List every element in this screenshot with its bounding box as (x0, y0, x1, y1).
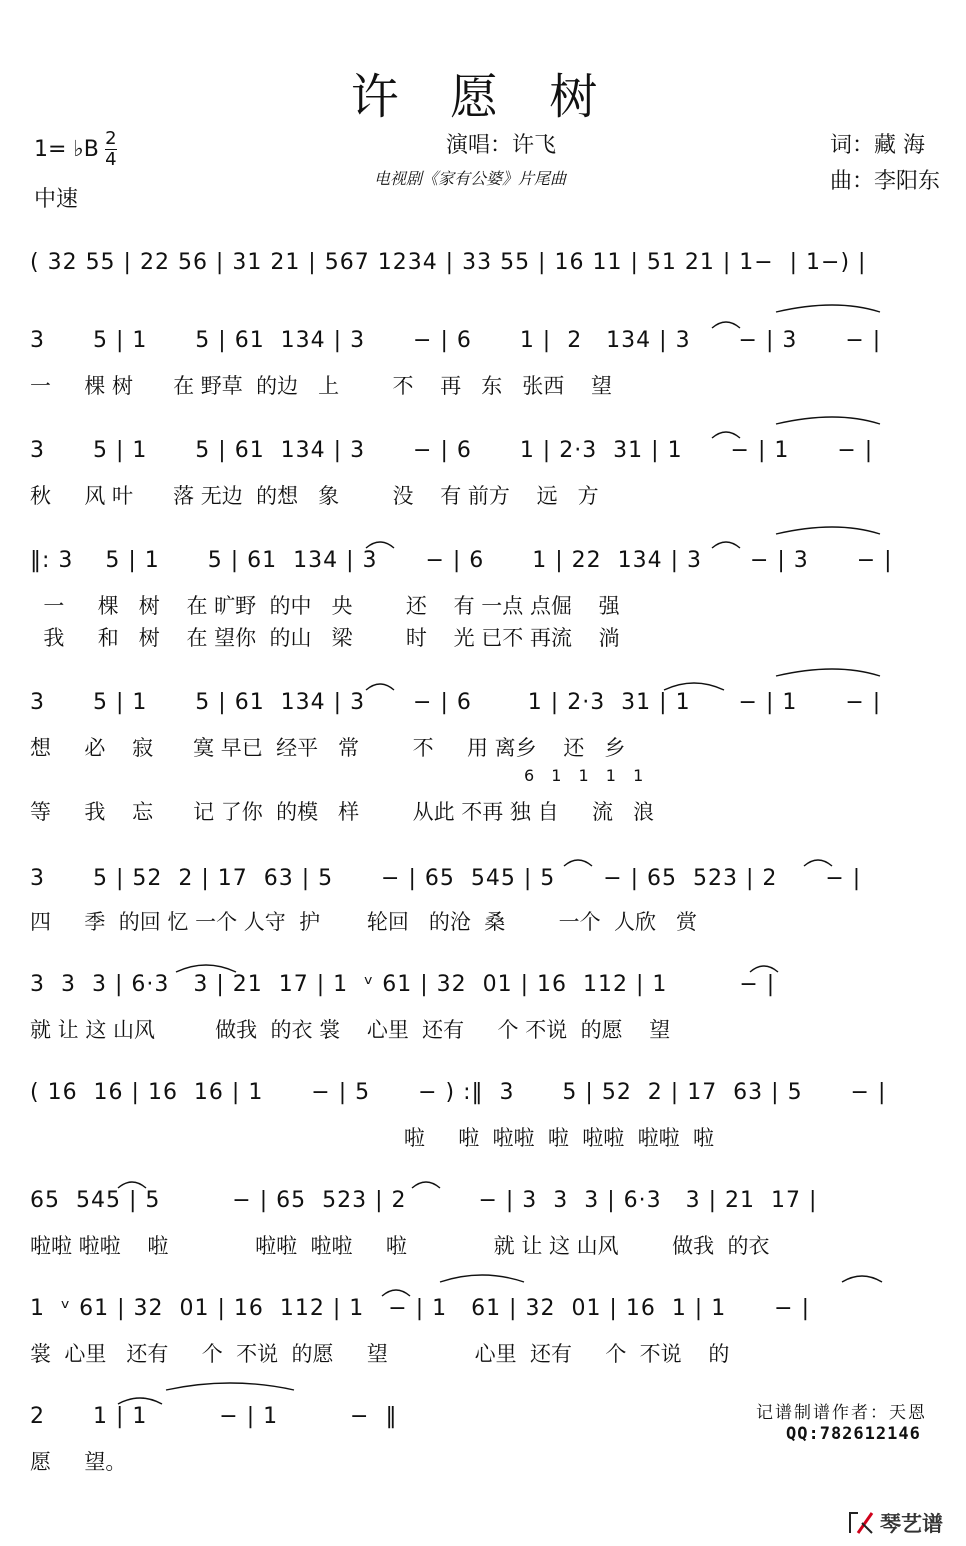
notation-row: 3 5 | 1 5 | 61 134 | 3 − | 6 1 | 2·3 31 | 1 − | 1 − | (30, 438, 874, 463)
lyric-line: 啦啦 啦啦 啦 啦啦 啦啦 啦 就 让 这 山风 做我 的衣 (30, 1234, 770, 1258)
lyric-line: 就 让 这 山风 做我 的衣 裳 心里 还有 个 不说 的愿 望 (30, 1018, 671, 1042)
key-label: 1= ♭B (34, 137, 99, 162)
transcriber-qq: QQ:782612146 (786, 1424, 921, 1444)
notation-row: 1 ᵛ 61 | 32 01 | 16 112 | 1 − | 1 61 | 32 01 | 16 1 | 1 − | (30, 1296, 811, 1321)
lyric-line: 想 必 寂 寞 早已 经平 常 不 用 离乡 还 乡 (30, 736, 626, 760)
lyric-line: 秋 风 叶 落 无边 的想 象 没 有 前方 远 方 (30, 484, 599, 508)
notation-row: ‖: 3 5 | 1 5 | 61 134 | 3 − | 6 1 | 22 134 | 3 − | 3 − | (30, 548, 893, 573)
time-sig-bottom: 4 (105, 149, 117, 170)
notation-row: 3 5 | 52 2 | 17 63 | 5 − | 65 545 | 5 − | 65 523 | 2 − | (30, 866, 862, 891)
lyric-line: 我 和 树 在 望你 的山 梁 时 光 已不 再流 淌 (30, 626, 620, 650)
lyric-line: 啦 啦 啦啦 啦 啦啦 啦啦 啦 (30, 1126, 714, 1150)
song-title: 许 愿 树 (350, 69, 616, 125)
notation-row: 3 5 | 1 5 | 61 134 | 3 − | 6 1 | 2 134 | 3 − | 3 − | (30, 328, 882, 353)
notation-row: ( 32 55 | 22 56 | 31 21 | 567 1234 | 33 55 | 16 11 | 51 21 | 1− | 1−) | (30, 250, 867, 275)
alt-melody-notes: 6 1 1 1 1 (524, 766, 650, 785)
notation-row: 65 545 | 5 − | 65 523 | 2 − | 3 3 3 | 6·3 3 | 21 17 | (30, 1188, 818, 1213)
site-logo (848, 1508, 943, 1538)
lyric-line: 等 我 忘 记 了你 的模 样 从此 不再 独 自 流 浪 (30, 800, 655, 824)
lyric-line: 裳 心里 还有 个 不说 的愿 望 心里 还有 个 不说 的 (30, 1342, 730, 1366)
tempo-marking: 中速 (34, 187, 79, 212)
notation-row: 3 3 3 | 6·3 3 | 21 17 | 1 ᵛ 61 | 32 01 | 16 112 | 1 − | (30, 972, 776, 997)
song-source: 电视剧《家有公婆》片尾曲 (374, 169, 567, 188)
lyric-line: 四 季 的回 忆 一个 人守 护 轮回 的沧 桑 一个 人欣 赏 (30, 910, 697, 934)
notation-row: 2 1 | 1 − | 1 − ‖ (30, 1404, 398, 1429)
logo-text: 琴艺谱 (880, 1512, 943, 1536)
time-sig-top: 2 (105, 128, 117, 149)
lyricist: 词：藏 海 (830, 133, 925, 158)
lyric-line: 一 棵 树 在 野草 的边 上 不 再 东 张西 望 (30, 374, 613, 398)
singer: 演唱：许飞 (446, 133, 557, 158)
notation-row: ( 16 16 | 16 16 | 1 − | 5 − ) :‖ 3 5 | 52 2 | 17 63 | 5 − | (30, 1080, 887, 1105)
notation-row: 3 5 | 1 5 | 61 134 | 3 − | 6 1 | 2·3 31 | 1 − | 1 − | (30, 690, 882, 715)
transcriber-credit: 记谱制谱作者：天恩 (756, 1403, 927, 1423)
logo-icon (848, 1511, 876, 1535)
composer: 曲：李阳东 (830, 169, 941, 194)
lyric-line: 一 棵 树 在 旷野 的中 央 还 有 一点 点倔 强 (30, 594, 620, 618)
lyric-line: 愿 望。 (30, 1450, 127, 1474)
